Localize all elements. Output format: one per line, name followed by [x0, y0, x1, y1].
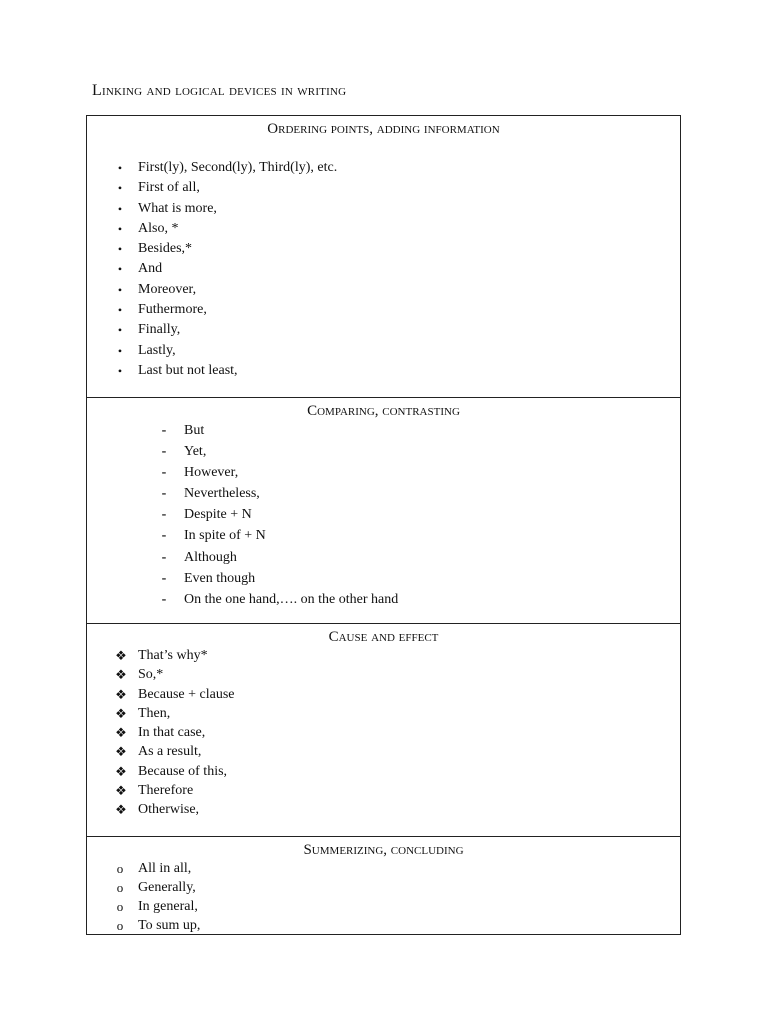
circle-bullet-icon: o [116, 899, 124, 914]
linking-devices-table [86, 115, 681, 935]
dash-icon: - [161, 486, 167, 502]
list-item-text: Yet, [184, 444, 207, 460]
section-summarizing-concluding [87, 837, 680, 934]
list-item-text: And [138, 261, 163, 277]
list-item-text: However, [184, 465, 239, 481]
list-item [87, 646, 680, 665]
dash-icon: - [161, 507, 167, 523]
bullet-icon: • [117, 303, 123, 318]
list-item-text: Also, * [138, 220, 179, 236]
list-item [87, 300, 680, 320]
list-item-text: Despite + N [184, 507, 252, 523]
dash-icon: - [161, 570, 167, 586]
diamond-bullet-icon: ❖ [115, 783, 127, 799]
list-item [87, 462, 680, 483]
diamond-bullet-icon: ❖ [115, 763, 127, 779]
list-item-text: Lastly, [138, 342, 176, 358]
section-title: Comparing, contrasting [307, 403, 460, 419]
list-item-text: What is more, [138, 200, 217, 216]
list-item [87, 441, 680, 462]
list-item-text: Moreover, [138, 281, 197, 297]
dash-icon: - [161, 549, 167, 565]
diamond-bullet-icon: ❖ [115, 802, 127, 818]
list-item [87, 547, 680, 568]
list-item-text: Therefore [138, 783, 194, 799]
list-item [87, 483, 680, 504]
circle-bullet-icon: o [116, 861, 124, 876]
circle-bullet-icon: o [116, 880, 124, 895]
list-item-text: First of all, [138, 180, 200, 196]
list-item-text: Generally, [138, 880, 196, 895]
list-item-text: All in all, [138, 861, 192, 876]
list-item-text: Futhermore, [138, 302, 207, 318]
list-item-text: Otherwise, [138, 802, 200, 818]
diamond-bullet-icon: ❖ [115, 705, 127, 721]
diamond-bullet-icon: ❖ [115, 686, 127, 702]
dash-icon: - [161, 444, 167, 460]
list-item [87, 685, 680, 704]
bullet-icon: • [117, 323, 123, 338]
item-list [87, 859, 680, 935]
list-item-text: But [184, 423, 205, 438]
diamond-bullet-icon: ❖ [115, 725, 127, 741]
list-item-text: In general, [138, 899, 198, 914]
list-item-text: Besides,* [138, 241, 193, 257]
item-list [87, 420, 680, 610]
section-cause-effect [87, 624, 680, 837]
list-item-text: In that case, [138, 725, 206, 741]
list-item-text: Nevertheless, [184, 486, 260, 502]
list-item-text: Because + clause [138, 686, 235, 702]
bullet-icon: • [117, 242, 123, 257]
list-item [87, 259, 680, 279]
list-item [87, 723, 680, 742]
circle-bullet-icon: o [116, 918, 124, 933]
list-item [87, 280, 680, 300]
section-ordering-points [87, 116, 680, 398]
list-item [87, 781, 680, 800]
list-item [87, 800, 680, 819]
list-item [87, 361, 680, 381]
list-item-text: As a result, [138, 744, 202, 760]
bullet-icon: • [117, 221, 123, 236]
diamond-bullet-icon: ❖ [115, 648, 127, 663]
list-item-text: To sum up, [138, 918, 201, 933]
section-title: Cause and effect [328, 629, 439, 645]
dash-icon: - [161, 465, 167, 481]
list-item [87, 178, 680, 198]
list-item [87, 239, 680, 259]
list-item [87, 504, 680, 525]
list-item-text: Finally, [138, 322, 181, 338]
list-item [87, 525, 680, 546]
list-item-text: Even though [184, 570, 256, 586]
list-item [87, 704, 680, 723]
list-item-text: First(ly), Second(ly), Third(ly), etc. [138, 160, 338, 175]
list-item-text: So,* [138, 667, 164, 683]
list-item [87, 916, 680, 935]
list-item [87, 665, 680, 684]
list-item [87, 199, 680, 219]
bullet-icon: • [117, 262, 123, 277]
list-item [87, 859, 680, 878]
bullet-icon: • [117, 343, 123, 358]
list-item-text: That’s why* [138, 648, 208, 663]
list-item [87, 320, 680, 340]
diamond-bullet-icon: ❖ [115, 667, 127, 683]
item-list [87, 646, 680, 820]
dash-icon: - [161, 528, 167, 544]
bullet-icon: • [117, 363, 123, 378]
page-title: Linking and logical devices in writing [92, 82, 347, 99]
list-item-text: In spite of + N [184, 528, 266, 544]
list-item [87, 589, 680, 610]
item-list [87, 158, 680, 381]
bullet-icon: • [117, 282, 123, 297]
list-item [87, 897, 680, 916]
list-item [87, 341, 680, 361]
list-item [87, 742, 680, 761]
section-title: Ordering points, adding information [267, 121, 500, 137]
list-item [87, 878, 680, 897]
list-item [87, 420, 680, 441]
list-item [87, 158, 680, 178]
bullet-icon: • [117, 181, 123, 196]
list-item-text: Then, [138, 705, 171, 721]
section-comparing-contrasting [87, 398, 680, 624]
bullet-icon: • [117, 201, 123, 216]
section-title: Summerizing, concluding [303, 842, 464, 858]
list-item-text: On the one hand,…. on the other hand [184, 591, 399, 607]
list-item-text: Although [184, 549, 237, 565]
list-item-text: Last but not least, [138, 362, 238, 378]
diamond-bullet-icon: ❖ [115, 744, 127, 760]
list-item-text: Because of this, [138, 763, 228, 779]
bullet-icon: • [117, 161, 123, 175]
list-item [87, 762, 680, 781]
dash-icon: - [161, 591, 167, 607]
dash-icon: - [161, 423, 167, 438]
list-item [87, 219, 680, 239]
list-item [87, 568, 680, 589]
